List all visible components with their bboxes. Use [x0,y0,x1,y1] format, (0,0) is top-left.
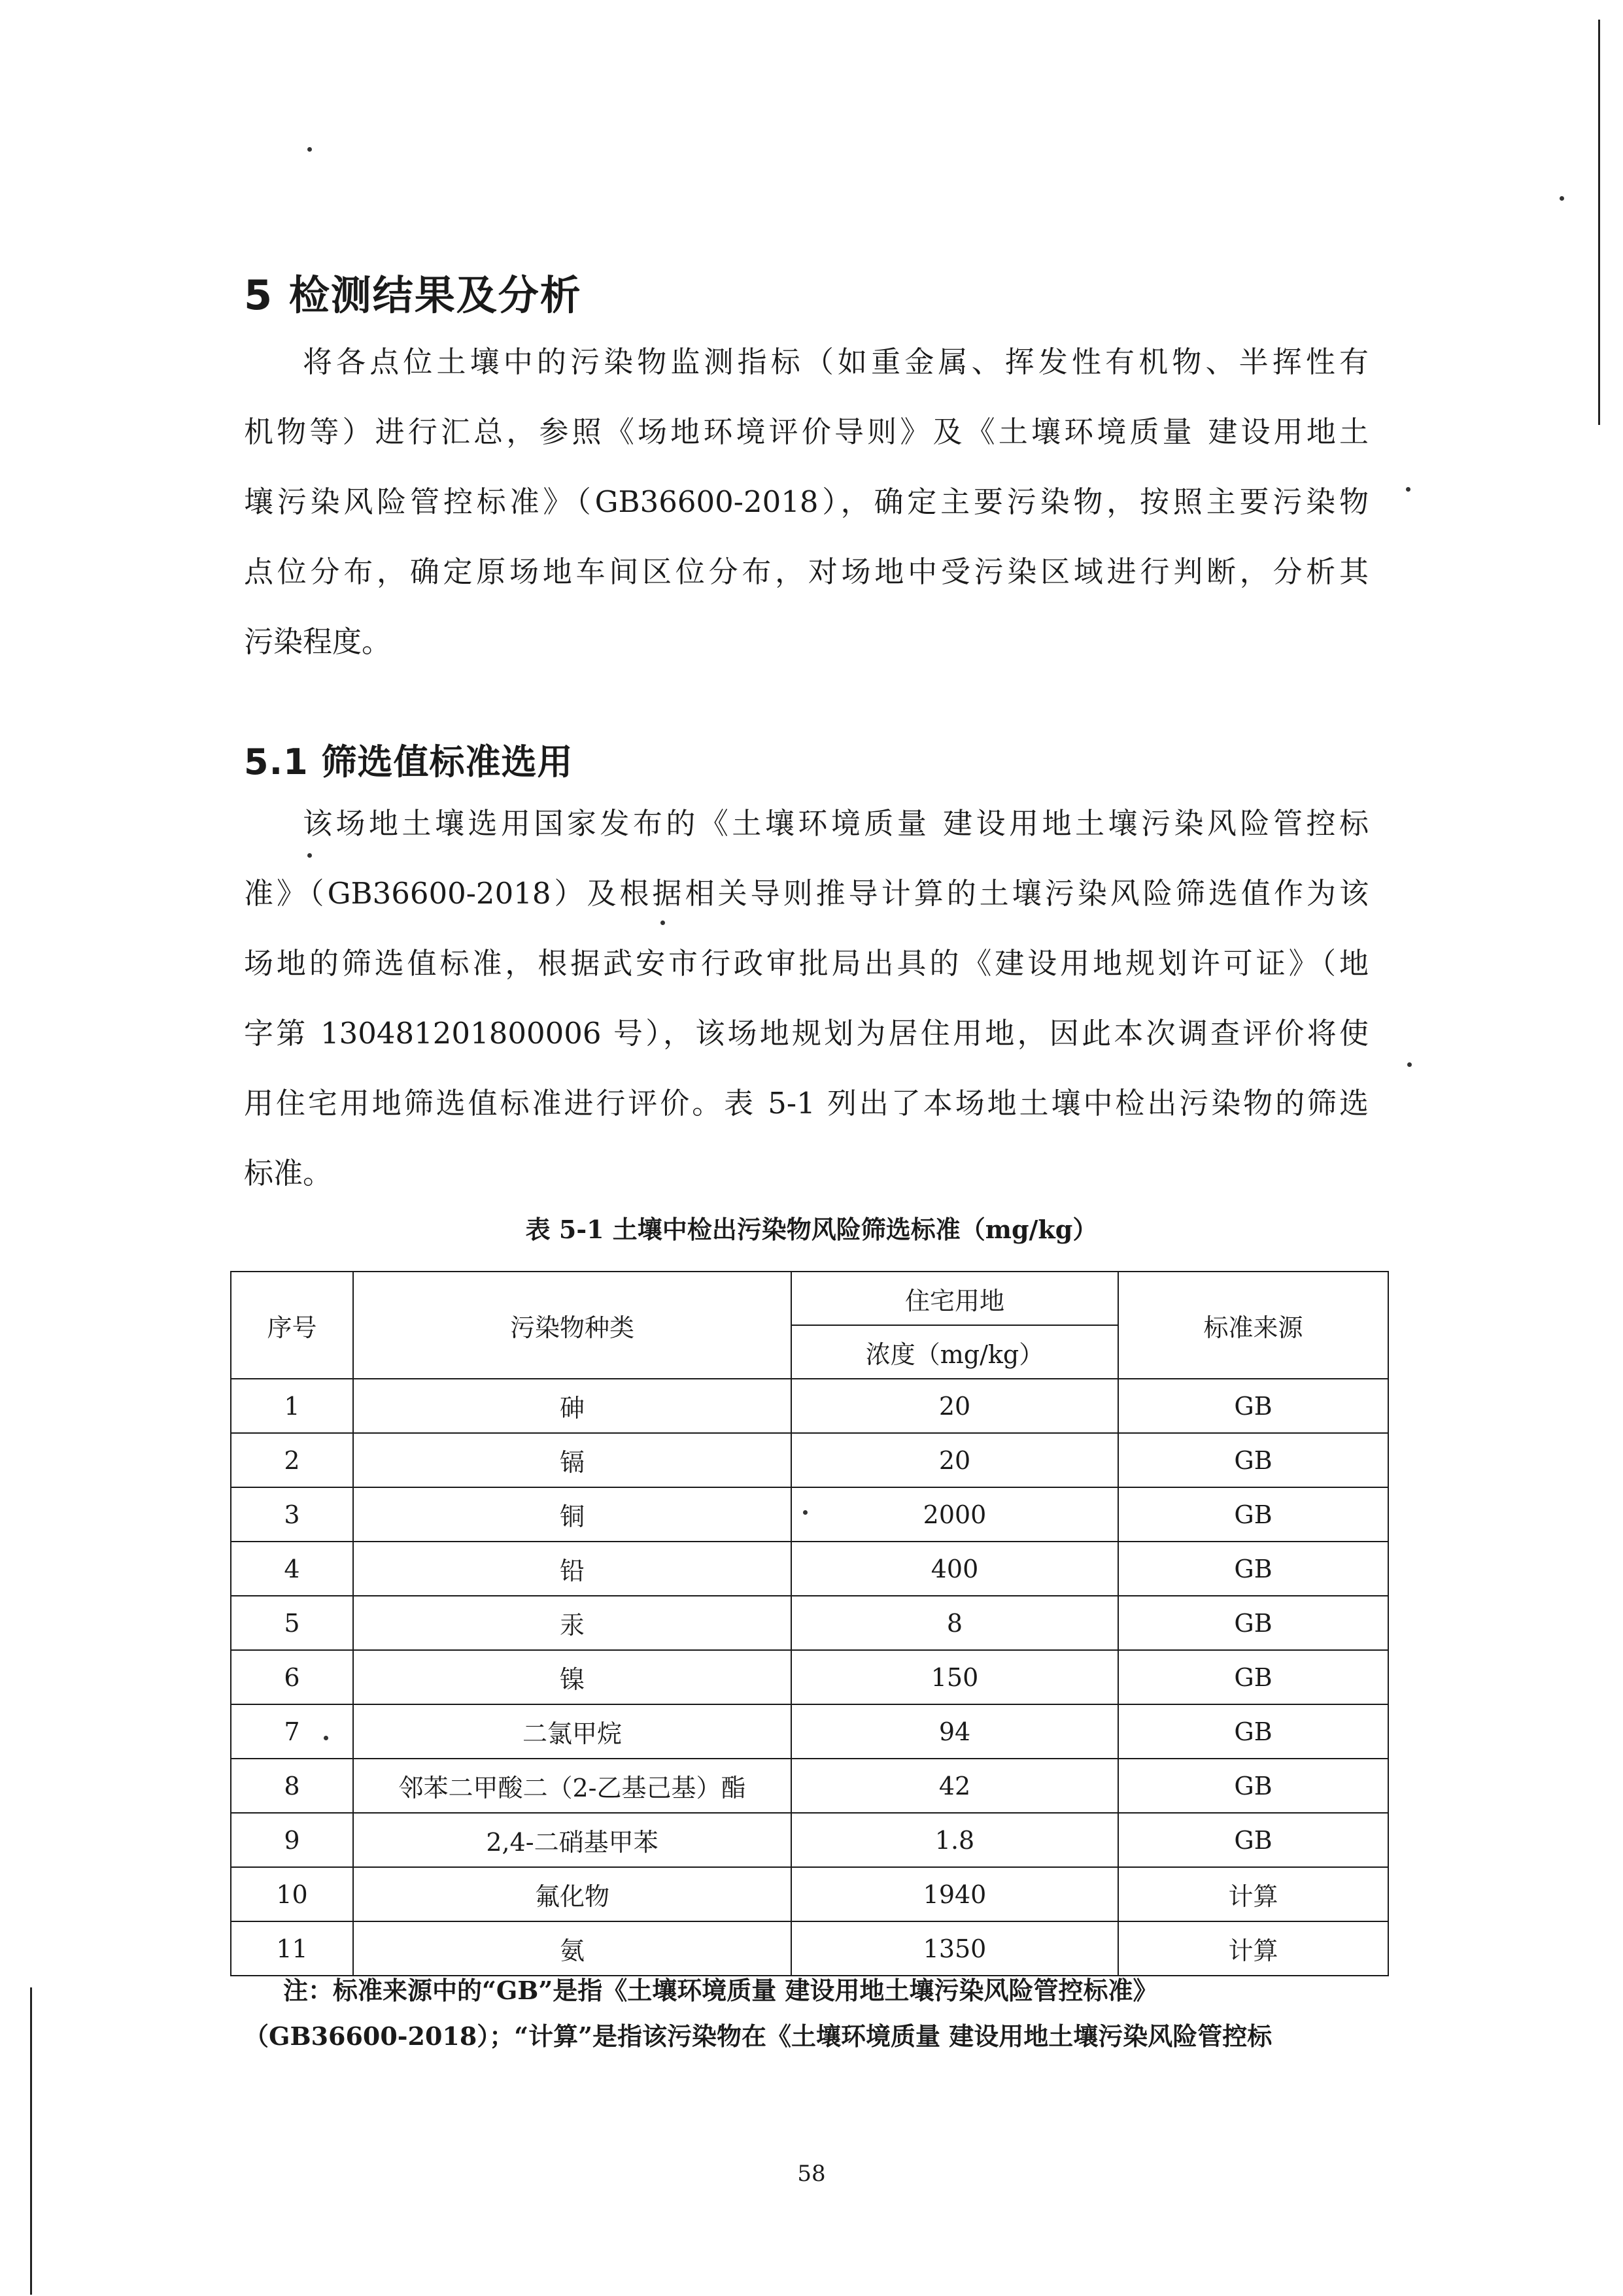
paragraph-line: 场地的筛选值标准，根据武安市行政审批局出具的《建设用地规划许可证》（地 [244,946,1369,981]
cell-index: 11 [231,1921,353,1976]
cell-index: 9 [231,1813,353,1867]
table-body [231,1379,1388,1976]
intro-paragraph [244,327,1369,677]
cell-pollutant: 镍 [353,1650,791,1704]
cell-source: GB [1118,1542,1388,1596]
cell-index: 7 [231,1704,353,1759]
cell-pollutant: 砷 [353,1379,791,1433]
note-line: （GB36600-2018）；“计算”是指该污染物在《土壤环境质量 建设用地土壤污染风险管控标 [244,2021,1273,2051]
paragraph-line: 该场地土壤选用国家发布的《土壤环境质量 建设用地土壤污染风险管控标 [303,806,1369,841]
cell-value: 2000 [791,1487,1118,1542]
cell-value: 400 [791,1542,1118,1596]
cell-index: 3 [231,1487,353,1542]
table-row [231,1542,1388,1596]
cell-value: 150 [791,1650,1118,1704]
table-caption: 表 5-1 土壤中检出污染物风险筛选标准（mg/kg） [525,1215,1098,1244]
cell-pollutant: 铅 [353,1542,791,1596]
header-source: 标准来源 [1118,1272,1388,1379]
paragraph-line: 将各点位土壤中的污染物监测指标（如重金属、挥发性有机物、半挥性有 [303,345,1369,379]
scan-speck [307,147,312,152]
cell-pollutant: 2,4-二硝基甲苯 [353,1813,791,1867]
cell-index: 1 [231,1379,353,1433]
cell-pollutant: 氟化物 [353,1867,791,1921]
cell-value: 1.8 [791,1813,1118,1867]
paragraph-line: 机物等）进行汇总，参照《场地环境评价导则》及《土壤环境质量 建设用地土 [244,414,1369,449]
cell-source: GB [1118,1704,1388,1759]
scan-speck [1407,1062,1412,1067]
scan-speck [1560,196,1564,201]
cell-value: 1350 [791,1921,1118,1976]
cell-pollutant: 汞 [353,1596,791,1650]
table-row [231,1379,1388,1433]
note-line: 注：标准来源中的“GB”是指《土壤环境质量 建设用地土壤污染风险管控标准》 [283,1976,1158,2005]
cell-value: 8 [791,1596,1118,1650]
header-pollutant: 污染物种类 [353,1272,791,1379]
cell-source: GB [1118,1650,1388,1704]
cell-source: 计算 [1118,1921,1388,1976]
paragraph-line: 用住宅用地筛选值标准进行评价。表 5-1 列出了本场地土壤中检出污染物的筛选 [244,1086,1369,1121]
cell-value: 1940 [791,1867,1118,1921]
scan-edge-line-left [30,1987,32,2295]
cell-pollutant: 镉 [353,1433,791,1487]
cell-value: 20 [791,1379,1118,1433]
cell-source: 计算 [1118,1867,1388,1921]
cell-pollutant: 二氯甲烷 [353,1704,791,1759]
cell-pollutant: 铜 [353,1487,791,1542]
table-row [231,1704,1388,1759]
scan-edge-line-right [1598,20,1600,425]
paragraph-line: 准》（GB36600-2018）及根据相关导则推导计算的土壤污染风险筛选值作为该 [244,876,1369,911]
cell-value: 20 [791,1433,1118,1487]
cell-index: 4 [231,1542,353,1596]
header-land-use: 住宅用地 [791,1272,1118,1325]
chapter-heading: 5 检测结果及分析 [244,271,582,319]
cell-index: 6 [231,1650,353,1704]
header-concentration: 浓度（mg/kg） [791,1325,1118,1379]
cell-value: 42 [791,1759,1118,1813]
cell-source: GB [1118,1379,1388,1433]
page-number: 58 [797,2161,826,2187]
table-row [231,1813,1388,1867]
paragraph-line: 字第 130481201800006 号），该场地规划为居住用地，因此本次调查评价将使 [244,1016,1369,1051]
cell-source: GB [1118,1487,1388,1542]
paragraph-line: 污染程度。 [244,624,392,659]
table-row [231,1867,1388,1921]
header-index: 序号 [231,1272,353,1379]
cell-index: 5 [231,1596,353,1650]
table-row [231,1650,1388,1704]
cell-index: 10 [231,1867,353,1921]
table-row [231,1759,1388,1813]
scan-speck [1406,487,1410,492]
cell-index: 2 [231,1433,353,1487]
paragraph-line: 壤污染风险管控标准》（GB36600-2018），确定主要污染物，按照主要污染物 [244,484,1369,519]
cell-index: 8 [231,1759,353,1813]
table-note [244,1968,1369,2059]
table-row [231,1487,1388,1542]
cell-source: GB [1118,1596,1388,1650]
cell-value: 94 [791,1704,1118,1759]
paragraph-line: 标准。 [244,1156,333,1190]
section-paragraph [244,788,1369,1208]
cell-source: GB [1118,1433,1388,1487]
table-row [231,1596,1388,1650]
paragraph-line: 点位分布，确定原场地车间区位分布，对场地中受污染区域进行判断，分析其 [244,554,1369,589]
table-row [231,1433,1388,1487]
section-heading: 5.1 筛选值标准选用 [244,741,573,783]
cell-pollutant: 氨 [353,1921,791,1976]
cell-source: GB [1118,1759,1388,1813]
cell-pollutant: 邻苯二甲酸二（2-乙基己基）酯 [353,1759,791,1813]
screening-standard-table [230,1271,1389,1976]
cell-source: GB [1118,1813,1388,1867]
